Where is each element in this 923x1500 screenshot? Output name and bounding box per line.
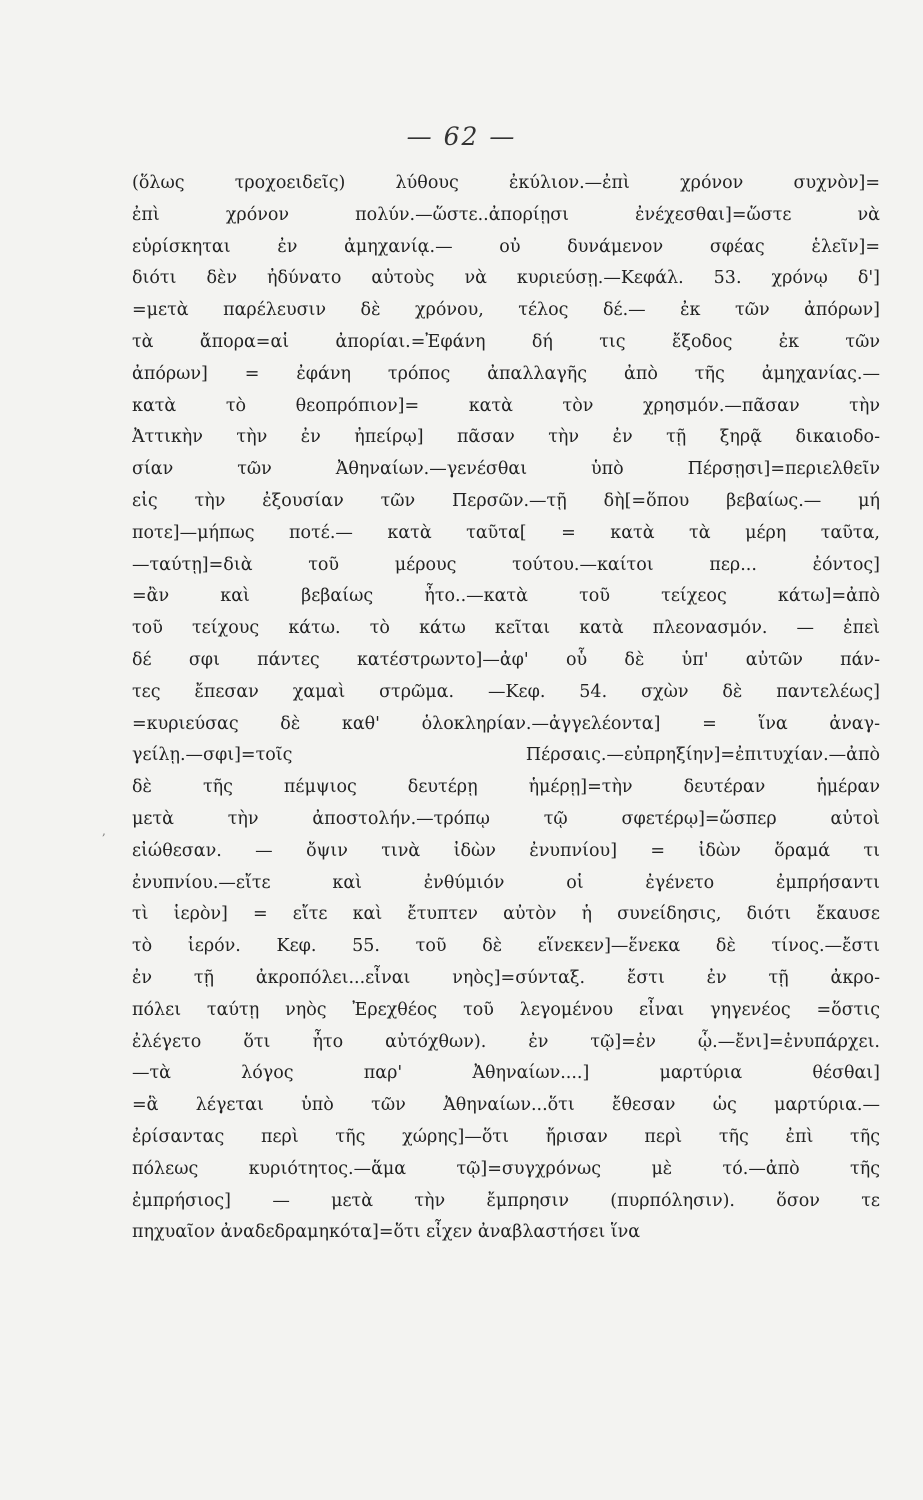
text-line: ἐμπρήσιος] — μετὰ τὴν ἔμπρησιν (πυρπόλησιν). ὅσον τε bbox=[132, 1190, 880, 1211]
text-line: =κυριεύσας δὲ καθ' ὁλοκληρίαν.—ἀγγελέοντα] = ἵνα ἀναγ- bbox=[132, 713, 880, 734]
text-line: ἐπὶ χρόνον πολύν.—ὥστε..ἀπορίῃσι ἐνέχεσθαι]=ὥστε νὰ bbox=[132, 204, 880, 225]
text-line: εἰς τὴν ἐξουσίαν τῶν Περσῶν.—τῇ δὴ[=ὅπου βεβαίως.— μή bbox=[132, 490, 880, 511]
text-line: ποτε]—μήπως ποτέ.— κατὰ ταῦτα[ = κατὰ τὰ μέρη ταῦτα, bbox=[132, 522, 880, 543]
page-number: — 62 — bbox=[406, 122, 517, 151]
text-line: Ἀττικὴν τὴν ἐν ἠπείρῳ] πᾶσαν τὴν ἐν τῇ ξηρᾷ δικαιοδο- bbox=[132, 427, 880, 448]
text-line: τὶ ἱερὸν] = εἴτε καὶ ἔτυπτεν αὐτὸν ἡ συνείδησις, διότι ἔκαυσε bbox=[132, 904, 880, 925]
text-line: ἐνυπνίου.—εἴτε καὶ ἐνθύμιόν οἱ ἐγένετο ἐμπρήσαντι bbox=[132, 872, 880, 893]
text-line: τοῦ τείχους κάτω. τὸ κάτω κεῖται κατὰ πλεονασμόν. — ἐπεὶ bbox=[132, 618, 880, 639]
text-line: —τὰ λόγος παρ' Ἀθηναίων....] μαρτύρια θέσθαι] bbox=[132, 1063, 880, 1084]
text-line: ἐρίσαντας περὶ τῆς χώρης]—ὅτι ἤρισαν περὶ τῆς ἐπὶ τῆς bbox=[132, 1126, 880, 1147]
text-line: ἐλέγετο ὅτι ἦτο αὐτόχθων). ἐν τῷ]=ἐν ᾧ.—ἔνι]=ἐνυπάρχει. bbox=[132, 1031, 880, 1052]
text-line: τὰ ἄπορα=αἱ ἀπορίαι.=Ἐφάνη δή τις ἔξοδος ἐκ τῶν bbox=[132, 331, 880, 352]
commentary-text bbox=[132, 168, 880, 1249]
text-line: πόλεως κυριότητος.—ἅμα τῷ]=συγχρόνως μὲ τό.—ἀπὸ τῆς bbox=[132, 1158, 880, 1179]
text-line: (ὅλως τροχοειδεῖς) λύθους ἐκύλιον.—ἐπὶ χρόνον συχνὸν]= bbox=[132, 173, 880, 193]
text-line: =μετὰ παρέλευσιν δὲ χρόνου, τέλος δέ.— ἐκ τῶν ἀπόρων] bbox=[132, 300, 880, 321]
text-line: =ἃ λέγεται ὑπὸ τῶν Ἀθηναίων...ὅτι ἔθεσαν ὡς μαρτύρια.— bbox=[132, 1095, 880, 1116]
text-line: —ταύτῃ]=διὰ τοῦ μέρους τούτου.—καίτοι περ... ἐόντος] bbox=[132, 554, 880, 575]
text-line: =ἂν καὶ βεβαίως ἦτο..—κατὰ τοῦ τείχεος κάτω]=ἀπὸ bbox=[132, 586, 880, 607]
text-line: πόλει ταύτῃ νηὸς Ἐρεχθέος τοῦ λεγομένου εἶναι γηγενέος =ὅστις bbox=[132, 999, 880, 1020]
text-line: ἀπόρων] = ἐφάνη τρόπος ἀπαλλαγῆς ἀπὸ τῆς ἀμηχανίας.— bbox=[132, 363, 880, 384]
text-line: πηχυαῖον ἀναδεδραμηκότα]=ὅτι εἶχεν ἀναβλαστήσει ἵνα bbox=[132, 1222, 641, 1243]
text-line: μετὰ τὴν ἀποστολήν.—τρόπῳ τῷ σφετέρῳ]=ὥσπερ αὐτοὶ bbox=[132, 808, 880, 829]
text-line: τὸ ἱερόν. Κεφ. 55. τοῦ δὲ εἵνεκεν]—ἕνεκα δὲ τίνος.—ἔστι bbox=[132, 936, 880, 957]
text-line: γείλῃ.—σφι]=τοῖς Πέρσαις.—εὐπρηξίην]=ἐπιτυχίαν.—ἀπὸ bbox=[132, 745, 880, 766]
text-line: τες ἔπεσαν χαμαὶ στρῶμα. —Κεφ. 54. σχὼν δὲ παντελέως] bbox=[132, 681, 880, 702]
text-line: εἰώθεσαν. — ὄψιν τινὰ ἰδὼν ἐνυπνίου] = ἰδὼν ὅραμά τι bbox=[132, 840, 880, 861]
stray-mark: , bbox=[102, 824, 106, 838]
text-line: ἐν τῇ ἀκροπόλει...εἶναι νηὸς]=σύνταξ. ἔστι ἐν τῇ ἀκρο- bbox=[132, 967, 880, 988]
text-line: εὑρίσκηται ἐν ἀμηχανίᾳ.— οὐ δυνάμενον σφέας ἑλεῖν]= bbox=[132, 236, 880, 257]
text-line: σίαν τῶν Ἀθηναίων.—γενέσθαι ὑπὸ Πέρσῃσι]=περιελθεῖν bbox=[132, 459, 880, 480]
text-line: δὲ τῆς πέμψιος δευτέρῃ ἡμέρῃ]=τὴν δευτέραν ἡμέραν bbox=[132, 777, 880, 798]
text-line: δέ σφι πάντες κατέστρωντο]—ἀφ' οὗ δὲ ὑπ' αὐτῶν πάν- bbox=[132, 649, 880, 670]
text-line: κατὰ τὸ θεοπρόπιον]= κατὰ τὸν χρησμόν.—πᾶσαν τὴν bbox=[132, 395, 880, 416]
text-line: διότι δὲν ἠδύνατο αὐτοὺς νὰ κυριεύσῃ.—Κεφάλ. 53. χρόνῳ δ'] bbox=[132, 268, 880, 289]
